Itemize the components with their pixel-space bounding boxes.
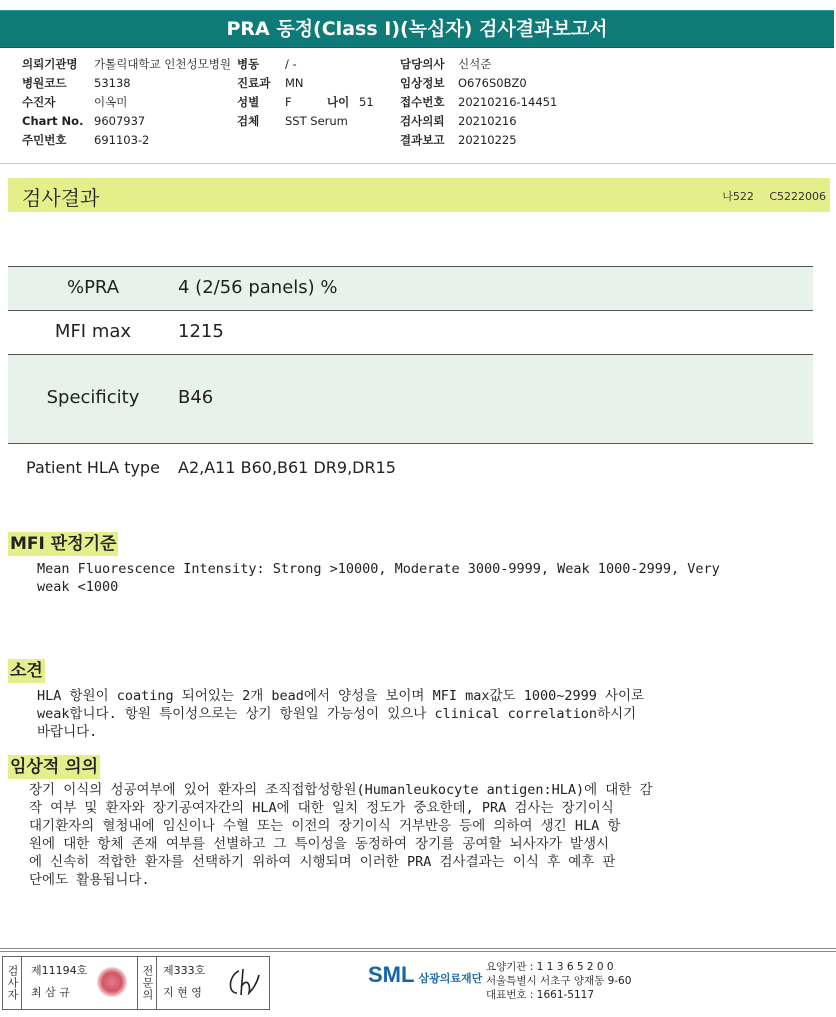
specialist-label-text: 전문의	[141, 965, 154, 1001]
row-value: B46	[178, 387, 214, 408]
opinion-heading: 소견	[10, 661, 43, 681]
row-key: Specificity	[46, 387, 140, 408]
mfi-text: Mean Fluorescence Intensity: Strong >10000, Moderate 3000-9999, Weak 1000-2999, Very weak <1000	[37, 561, 720, 595]
report-title: PRA 동정(Class I)(녹십자) 검사결과보고서	[0, 10, 834, 48]
specialist-label	[137, 957, 157, 1009]
address-line: 대표번호 : 1661-5117	[486, 989, 595, 1001]
opinion-text: HLA 항원이 coating 되어있는 2개 bead에서 양성을 보이며 MFI max값도 1000~2999 사이로 weak합니다. 항원 특이성으로는 상기 항원일 가능성이 있으나 clinical correlation하시기 바랍니다.	[37, 688, 645, 740]
table-row-mfi	[8, 311, 813, 354]
info-value: 53138	[94, 76, 131, 90]
org-logo	[368, 962, 482, 988]
info-label: 접수번호	[400, 95, 445, 109]
section-title: 검사결과	[22, 186, 100, 210]
age-label: 나이	[327, 95, 350, 109]
age-value: 51	[359, 95, 374, 109]
info-label: 담당의사	[400, 57, 445, 71]
info-col3	[400, 55, 557, 150]
info-col1	[22, 55, 231, 150]
info-label: 임상정보	[400, 76, 445, 90]
footer-divider	[0, 948, 836, 952]
org-address	[486, 960, 631, 1002]
section-code-1: 나522	[722, 190, 754, 203]
info-label: 결과보고	[400, 133, 445, 147]
info-value: 이옥미	[94, 95, 128, 109]
mfi-heading: MFI 판정기준	[10, 534, 117, 554]
info-label: 의뢰기관명	[22, 57, 78, 71]
info-value: MN	[285, 76, 304, 90]
row-value: 4 (2/56 panels) %	[178, 277, 338, 298]
seal-icon	[97, 967, 127, 997]
info-label: Chart No.	[22, 114, 84, 128]
info-divider	[0, 163, 836, 164]
info-value: 신석준	[458, 57, 492, 71]
info-value: 20210216	[458, 114, 517, 128]
info-value: 가톨릭대학교 인천성모병원	[94, 57, 231, 71]
signature-icon	[225, 965, 265, 999]
tester-info	[31, 960, 87, 1004]
tester-label	[3, 957, 22, 1009]
tester-label-text: 검사자	[6, 965, 19, 1001]
info-label: 병동	[237, 57, 260, 71]
specialist-name: 지 현 영	[163, 986, 202, 999]
row-key: %PRA	[66, 277, 120, 298]
table-row-pra	[8, 267, 813, 310]
info-value: 691103-2	[94, 133, 150, 147]
tester-number: 제11194호	[31, 964, 88, 977]
info-label: 수진자	[22, 95, 56, 109]
info-label: 병원코드	[22, 76, 67, 90]
info-value: / -	[285, 57, 297, 71]
info-label: 성별	[237, 95, 260, 109]
org-name: 삼광의료재단	[418, 972, 483, 985]
logo-text: SML	[368, 962, 415, 987]
address-line: 요양기관 : 1 1 3 6 5 2 0 0	[486, 961, 614, 973]
info-label: 진료과	[237, 76, 271, 90]
section-codes	[722, 188, 826, 204]
row-value: 1215	[178, 321, 224, 342]
footer	[0, 948, 836, 1017]
clinical-heading: 임상적 의의	[10, 757, 99, 777]
info-value: 9607937	[94, 114, 146, 128]
info-label: 검체	[237, 114, 260, 128]
info-value: 20210225	[458, 133, 517, 147]
clinical-text: 장기 이식의 성공여부에 있어 환자의 조직접합성항원(Humanleukocyte antigen:HLA)에 대한 감 작 여부 및 환자와 장기공여자간의 HLA에 대한 일치 정도가 중요한데, PRA 검사는 장기이식 대기환자의 혈청내에 임신이나 수혈 또는 이전의 장기이식 거부반응 등에 의하여 생긴 HLA 항 원에 대한 항체 존재 여부를 선별하고 그 특이성을 동정하여 장기를 공여할 뇌사자가 발생시 에 신속히 적합한 환자를 선택하기 위하여 시행되며 이러한 PRA 검사결과는 이식 후 예후 판 단에도 활용됩니다.	[29, 782, 653, 888]
info-value: SST Serum	[285, 114, 348, 128]
table-row-specificity	[8, 355, 813, 443]
info-label: 검사의뢰	[400, 114, 445, 128]
info-label: 주민번호	[22, 133, 67, 147]
signature-box	[2, 956, 270, 1010]
address-line: 서울특별시 서초구 양재동 9-60	[486, 975, 632, 987]
specialist-number: 제333호	[163, 964, 206, 977]
section-header	[8, 178, 830, 212]
row-key: MFI max	[54, 321, 132, 342]
info-value: 20210216-14451	[458, 95, 558, 109]
row-value: A2,A11 B60,B61 DR9,DR15	[178, 458, 396, 477]
info-value: O676S0BZ0	[458, 76, 527, 90]
info-value: F	[285, 95, 292, 109]
row-key: Patient HLA type	[26, 458, 160, 477]
section-code-2: C5222006	[769, 190, 826, 203]
tester-name: 최 삼 규	[31, 986, 70, 999]
table-row-hla	[8, 444, 813, 489]
specialist-info	[163, 960, 205, 1004]
info-col2	[237, 55, 374, 131]
